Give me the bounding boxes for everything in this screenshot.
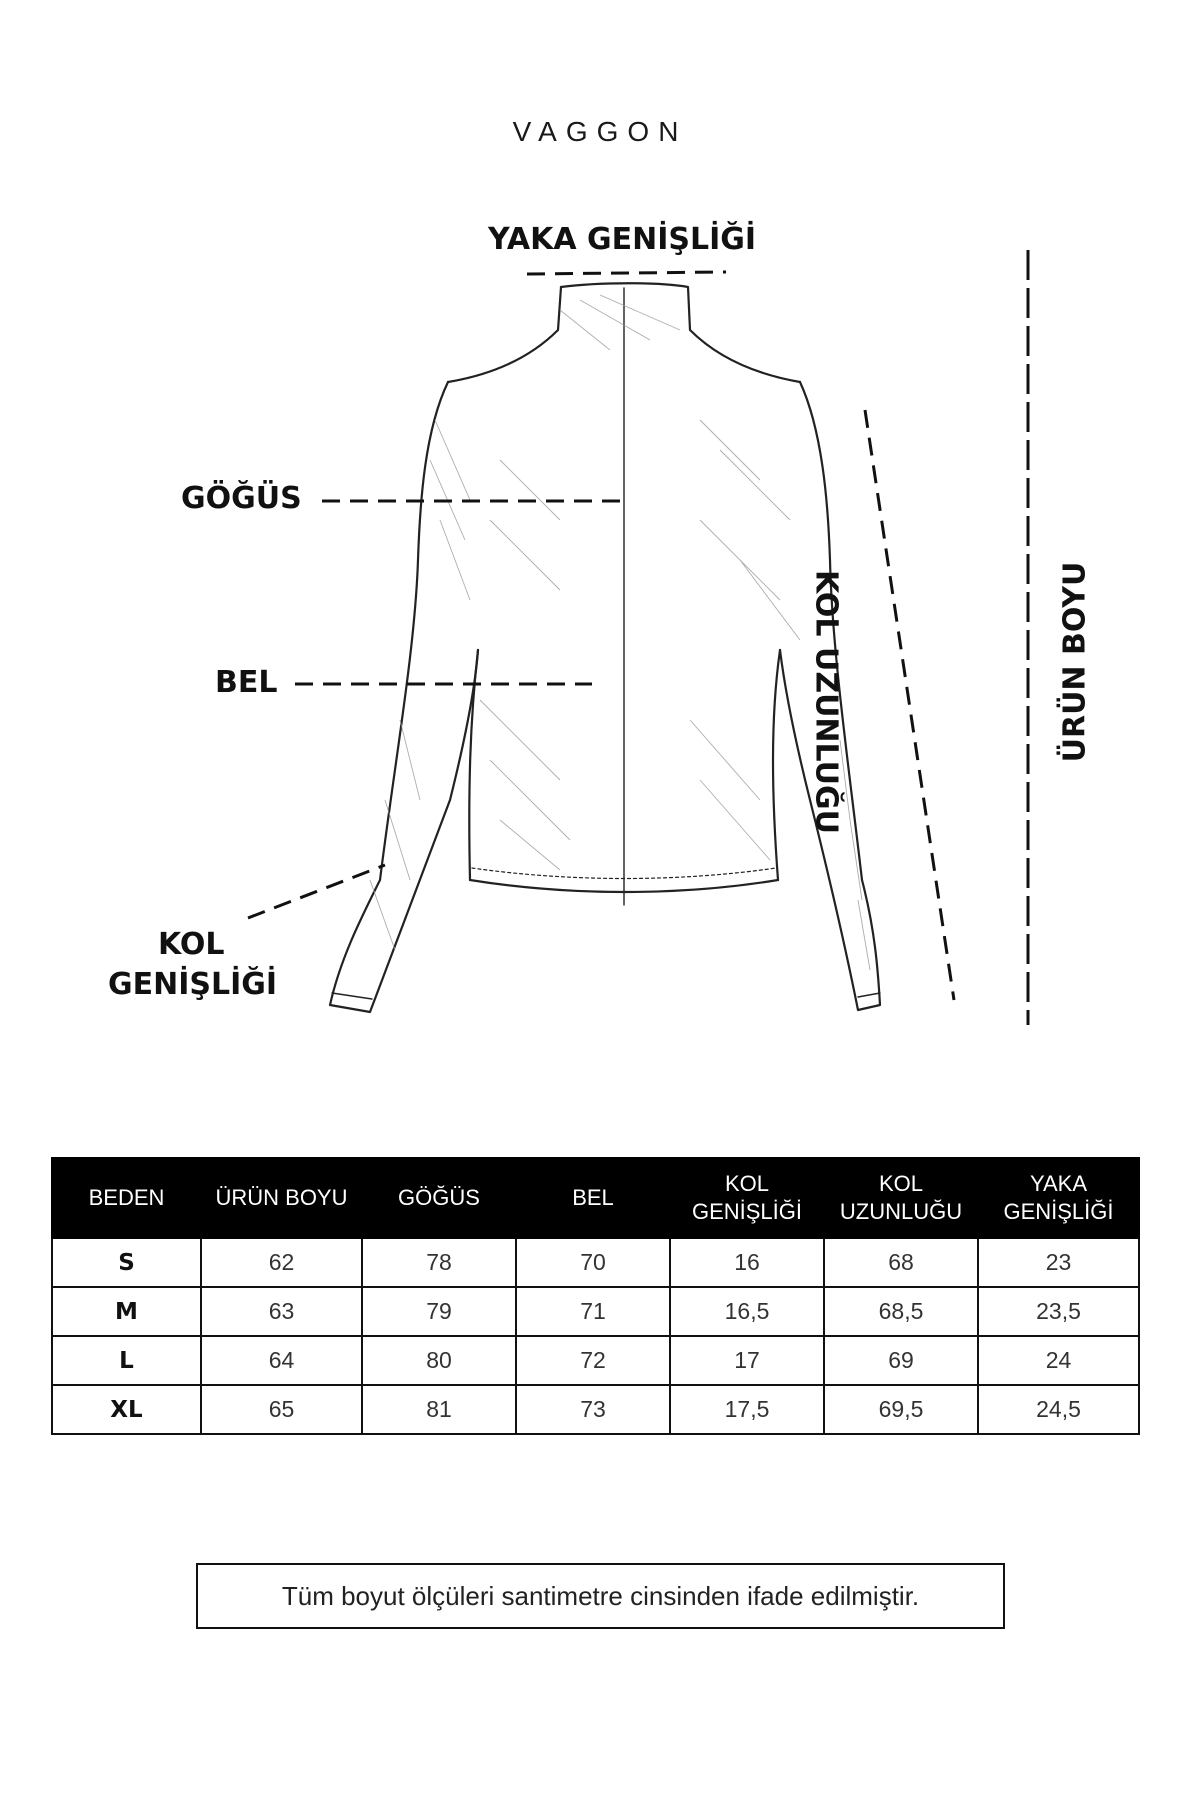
table-cell: 78	[362, 1238, 516, 1287]
table-cell: 23	[978, 1238, 1139, 1287]
header-bel: BEL	[516, 1158, 670, 1238]
size-cell: S	[52, 1238, 201, 1287]
table-cell: 68	[824, 1238, 978, 1287]
table-cell: 62	[201, 1238, 362, 1287]
garment-shading	[370, 295, 870, 970]
table-row	[52, 1238, 1139, 1287]
table-cell: 23,5	[978, 1287, 1139, 1336]
size-cell: XL	[52, 1385, 201, 1434]
size-cell: L	[52, 1336, 201, 1385]
table-cell: 69,5	[824, 1385, 978, 1434]
table-cell: 63	[201, 1287, 362, 1336]
table-cell: 70	[516, 1238, 670, 1287]
table-row	[52, 1385, 1139, 1434]
table-cell: 81	[362, 1385, 516, 1434]
table-cell: 69	[824, 1336, 978, 1385]
table-cell: 17,5	[670, 1385, 824, 1434]
garment-outline	[330, 283, 880, 1012]
header-beden: BEDEN	[52, 1158, 201, 1238]
label-kol-uzunlugu: KOL UZUNLUĞU	[808, 570, 844, 834]
label-yaka-genisligi: YAKA GENİŞLİĞİ	[488, 222, 757, 257]
table-cell: 72	[516, 1336, 670, 1385]
table-cell: 71	[516, 1287, 670, 1336]
label-kol-genisligi-2: GENİŞLİĞİ	[108, 967, 278, 1002]
table-cell: 17	[670, 1336, 824, 1385]
table-cell: 24	[978, 1336, 1139, 1385]
header-kol-genisligi: KOL GENİŞLİĞİ	[670, 1158, 824, 1238]
label-bel: BEL	[215, 665, 278, 700]
table-cell: 24,5	[978, 1385, 1139, 1434]
size-cell: M	[52, 1287, 201, 1336]
table-header-row	[52, 1158, 1139, 1238]
size-table	[51, 1157, 1140, 1435]
brand-logo: VAGGON	[512, 116, 688, 147]
label-urun-boyu: ÜRÜN BOYU	[1057, 561, 1093, 763]
table-row	[52, 1287, 1139, 1336]
table-cell: 16	[670, 1238, 824, 1287]
table-cell: 73	[516, 1385, 670, 1434]
label-gogus: GÖĞÜS	[181, 481, 302, 516]
table-cell: 80	[362, 1336, 516, 1385]
header-urun-boyu: ÜRÜN BOYU	[201, 1158, 362, 1238]
header-kol-uzunlugu: KOL UZUNLUĞU	[824, 1158, 978, 1238]
table-cell: 79	[362, 1287, 516, 1336]
table-cell: 64	[201, 1336, 362, 1385]
label-kol-genisligi-1: KOL	[158, 927, 225, 962]
header-yaka-genisligi: YAKA GENİŞLİĞİ	[978, 1158, 1139, 1238]
header-gogus: GÖĞÜS	[362, 1158, 516, 1238]
table-row	[52, 1336, 1139, 1385]
table-cell: 65	[201, 1385, 362, 1434]
measurement-note: Tüm boyut ölçüleri santimetre cinsinden ifade edilmiştir.	[196, 1563, 1005, 1629]
table-cell: 68,5	[824, 1287, 978, 1336]
table-cell: 16,5	[670, 1287, 824, 1336]
